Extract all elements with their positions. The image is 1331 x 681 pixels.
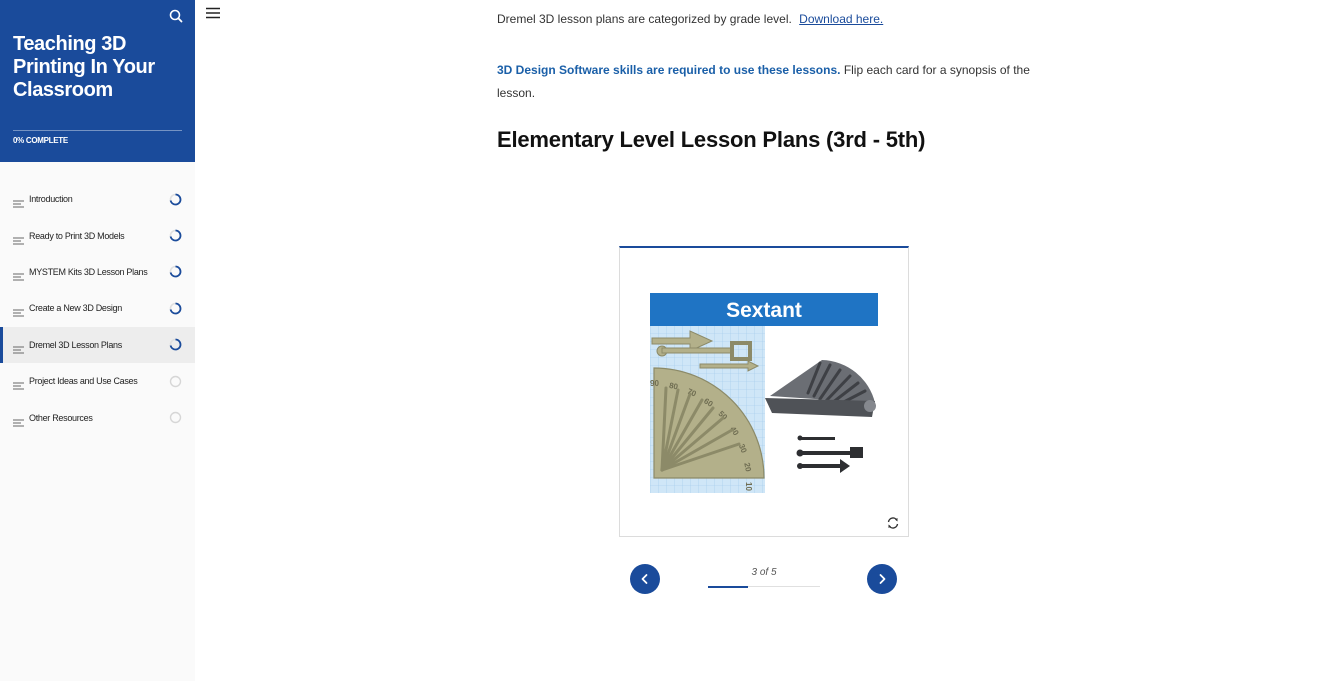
requirement-text: Flip each card for a synopsis of the lesson. (497, 63, 1030, 100)
protractor-mark: 70 (685, 386, 698, 399)
section-heading: Elementary Level Lesson Plans (3rd - 5th) (497, 127, 926, 152)
sidebar-header (0, 0, 195, 162)
sextant-lesson-image (650, 293, 878, 493)
lesson-label: MYSTEM Kits 3D Lesson Plans (29, 266, 148, 277)
lesson-item[interactable] (0, 254, 195, 290)
download-link[interactable]: Download here. (799, 12, 884, 26)
lesson-label: Ready to Print 3D Models (29, 230, 125, 241)
course-title: Teaching 3D Printing In Your Classroom (13, 33, 155, 101)
lesson-label: Introduction (29, 194, 73, 205)
flip-icon[interactable] (886, 516, 900, 530)
requirement-emphasis: 3D Design Software skills are required to use these lessons. (497, 63, 841, 77)
lesson-item[interactable] (0, 181, 195, 217)
lines-icon (13, 195, 24, 203)
lesson-item[interactable] (0, 290, 195, 326)
lesson-label: Create a New 3D Design (29, 303, 122, 314)
protractor-mark: 80 (668, 380, 679, 392)
hamburger-menu-icon[interactable] (204, 5, 222, 21)
card-counter: 3 of 5 (751, 567, 777, 578)
protractor-mark: 40 (728, 424, 741, 438)
lines-icon (13, 268, 24, 276)
protractor-mark: 30 (736, 442, 749, 455)
lesson-label: Project Ideas and Use Cases (29, 376, 138, 387)
lesson-item[interactable] (0, 217, 195, 253)
intro-paragraph (497, 12, 883, 26)
lines-icon (13, 232, 24, 240)
progress-ring-icon (169, 375, 182, 388)
intro-text: Dremel 3D lesson plans are categorized by grade level. (497, 12, 792, 26)
card-progress-track (708, 586, 820, 587)
progress-ring-icon (169, 302, 182, 315)
progress-ring-icon (169, 265, 182, 278)
chevron-left-icon (639, 573, 651, 585)
flashcard[interactable] (619, 246, 909, 537)
lesson-label: Dremel 3D Lesson Plans (29, 339, 122, 350)
progress-ring-icon (169, 411, 182, 424)
progress-ring-icon (169, 338, 182, 351)
progress-label: 0% COMPLETE (13, 136, 68, 145)
protractor-mark: 20 (742, 461, 753, 473)
lines-icon (13, 304, 24, 312)
previous-card-button[interactable] (630, 564, 660, 594)
image-title: Sextant (726, 299, 802, 322)
lesson-item[interactable] (0, 363, 195, 399)
progress-ring-icon (169, 229, 182, 242)
protractor-mark: 50 (716, 409, 730, 422)
lesson-label: Other Resources (29, 412, 93, 423)
card-progress-fill (708, 586, 748, 588)
lesson-list (0, 181, 195, 436)
lines-icon (13, 341, 24, 349)
next-card-button[interactable] (867, 564, 897, 594)
lines-icon (13, 414, 24, 422)
lesson-item[interactable] (0, 327, 195, 363)
progress-bar (13, 130, 182, 131)
requirement-paragraph (497, 59, 1037, 105)
protractor-mark: 90 (650, 379, 659, 388)
search-icon[interactable] (166, 6, 186, 26)
protractor-mark: 60 (702, 396, 715, 409)
progress-ring-icon (169, 193, 182, 206)
lines-icon (13, 377, 24, 385)
protractor-mark: 10 (744, 482, 753, 491)
chevron-right-icon (876, 573, 888, 585)
sidebar (0, 0, 195, 681)
lesson-item[interactable] (0, 399, 195, 435)
